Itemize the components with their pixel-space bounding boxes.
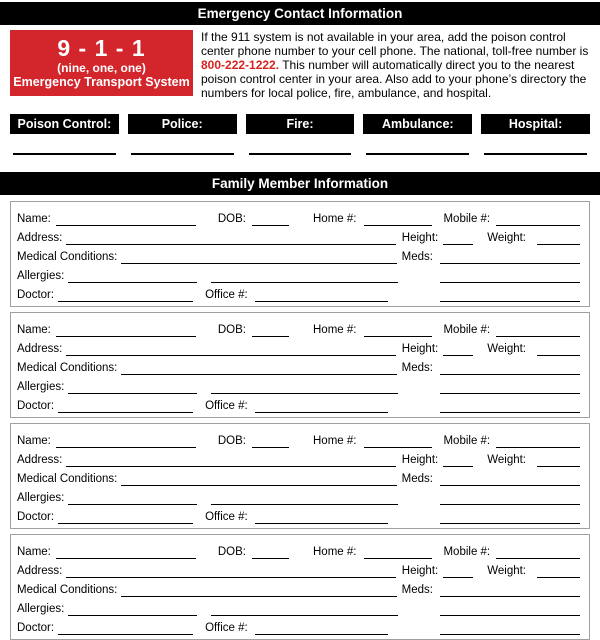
emergency-header-bar <box>0 2 600 25</box>
doctor-field-line[interactable] <box>58 410 193 413</box>
doctor-row <box>17 616 580 635</box>
medical-conditions-label: Medical Conditions: <box>17 583 118 596</box>
family-header-bar <box>0 172 600 195</box>
dob-label: DOB: <box>217 545 246 558</box>
height-field-line[interactable] <box>443 353 473 356</box>
fire-label-text: Fire: <box>286 116 314 131</box>
medical-conditions-label: Medical Conditions: <box>17 472 118 485</box>
name-row <box>17 207 580 226</box>
address-label: Address: <box>17 453 63 466</box>
ambulance-label <box>363 114 472 134</box>
paragraph-text-after: This number will automatically direct you to the nearest poison control center in your area. Also add to your phone’s directory the numbers for local police, fire, ambulance, and hospital. <box>201 57 587 100</box>
medical-conditions-label: Medical Conditions: <box>17 250 118 263</box>
family-member-card <box>10 534 590 640</box>
weight-field-line[interactable] <box>537 464 580 467</box>
meds-extra-field-line-2[interactable] <box>440 299 580 302</box>
office-phone-field-line[interactable] <box>255 632 388 635</box>
name-field-line[interactable] <box>56 223 196 226</box>
name-label: Name: <box>17 434 51 447</box>
allergies-label: Allergies: <box>17 602 65 615</box>
name-label: Name: <box>17 212 51 225</box>
family-section-title: Family Member Information <box>211 175 389 191</box>
address-row <box>17 559 580 578</box>
name-field-line[interactable] <box>56 556 196 559</box>
doctor-row <box>17 394 580 413</box>
address-field-line[interactable] <box>66 353 395 356</box>
allergies-extra-field-line[interactable] <box>211 280 398 283</box>
contact-labels-row <box>10 114 590 134</box>
allergies-label: Allergies: <box>17 380 65 393</box>
medical-conditions-label: Medical Conditions: <box>17 361 118 374</box>
meds-label: Meds: <box>401 472 433 485</box>
medical-conditions-field-line[interactable] <box>121 483 396 486</box>
address-label: Address: <box>17 231 63 244</box>
family-member-card <box>10 423 590 529</box>
police-label-text: Police: <box>161 116 203 131</box>
medical-conditions-row <box>17 467 580 486</box>
office-phone-label: Office #: <box>205 288 248 301</box>
meds-extra-field-line-2[interactable] <box>440 521 580 524</box>
height-label: Height: <box>401 564 439 577</box>
poison-control-label <box>10 114 119 134</box>
name-field-line[interactable] <box>56 445 196 448</box>
home-phone-label: Home #: <box>313 212 357 225</box>
mobile-phone-label: Mobile #: <box>443 212 491 225</box>
name-label: Name: <box>17 545 51 558</box>
dob-label: DOB: <box>217 434 246 447</box>
mobile-phone-field-line[interactable] <box>496 223 580 226</box>
weight-label: Weight: <box>487 231 526 244</box>
weight-field-line[interactable] <box>537 575 580 578</box>
home-phone-label: Home #: <box>313 323 357 336</box>
height-field-line[interactable] <box>443 575 473 578</box>
weight-field-line[interactable] <box>537 353 580 356</box>
meds-label: Meds: <box>401 583 433 596</box>
dob-label: DOB: <box>217 323 246 336</box>
height-field-line[interactable] <box>443 464 473 467</box>
allergies-extra-field-line[interactable] <box>211 502 398 505</box>
mobile-phone-field-line[interactable] <box>496 334 580 337</box>
doctor-row <box>17 283 580 302</box>
fire-label <box>246 114 355 134</box>
medical-conditions-field-line[interactable] <box>121 372 396 375</box>
doctor-label: Doctor: <box>17 510 55 523</box>
address-label: Address: <box>17 564 63 577</box>
height-label: Height: <box>401 231 439 244</box>
name-row <box>17 318 580 337</box>
doctor-field-line[interactable] <box>58 299 193 302</box>
allergies-row <box>17 597 580 616</box>
dob-field-line[interactable] <box>252 334 289 337</box>
home-phone-field-line[interactable] <box>364 334 432 337</box>
allergies-field-line[interactable] <box>68 502 197 505</box>
meds-label: Meds: <box>401 361 433 374</box>
meds-extra-field-line-1[interactable] <box>440 391 580 394</box>
office-phone-label: Office #: <box>205 621 248 634</box>
address-row <box>17 337 580 356</box>
mobile-phone-label: Mobile #: <box>443 434 491 447</box>
dob-field-line[interactable] <box>252 556 289 559</box>
name-field-line[interactable] <box>56 334 196 337</box>
medical-conditions-field-line[interactable] <box>121 261 396 264</box>
911-info-section <box>10 30 592 101</box>
medical-conditions-row <box>17 578 580 597</box>
medical-conditions-row <box>17 245 580 264</box>
911-phonetic: (nine, one, one) <box>57 61 146 75</box>
allergies-extra-field-line[interactable] <box>211 613 398 616</box>
allergies-label: Allergies: <box>17 269 65 282</box>
allergies-row <box>17 486 580 505</box>
911-red-box <box>10 30 193 96</box>
height-field-line[interactable] <box>443 242 473 245</box>
meds-field-line[interactable] <box>440 372 580 375</box>
allergies-row <box>17 264 580 283</box>
address-field-line[interactable] <box>66 575 395 578</box>
weight-label: Weight: <box>487 342 526 355</box>
address-field-line[interactable] <box>66 464 395 467</box>
911-number: 9 - 1 - 1 <box>57 35 146 61</box>
home-phone-label: Home #: <box>313 434 357 447</box>
contact-fill-lines-row <box>10 153 590 155</box>
ambulance-field-line[interactable] <box>366 153 469 155</box>
hospital-label-text: Hospital: <box>508 116 563 131</box>
meds-extra-field-line-1[interactable] <box>440 502 580 505</box>
home-phone-field-line[interactable] <box>364 445 432 448</box>
meds-label: Meds: <box>401 250 433 263</box>
hospital-label <box>481 114 590 134</box>
meds-extra-field-line-2[interactable] <box>440 410 580 413</box>
name-label: Name: <box>17 323 51 336</box>
doctor-row <box>17 505 580 524</box>
poison-control-label-text: Poison Control: <box>17 116 112 131</box>
office-phone-field-line[interactable] <box>255 410 388 413</box>
dob-label: DOB: <box>217 212 246 225</box>
meds-field-line[interactable] <box>440 261 580 264</box>
office-phone-field-line[interactable] <box>255 521 388 524</box>
meds-extra-field-line-2[interactable] <box>440 632 580 635</box>
meds-field-line[interactable] <box>440 483 580 486</box>
home-phone-field-line[interactable] <box>364 223 432 226</box>
police-field-line[interactable] <box>131 153 234 155</box>
medical-conditions-row <box>17 356 580 375</box>
emergency-contact-form-page <box>0 2 600 634</box>
doctor-label: Doctor: <box>17 621 55 634</box>
allergies-row <box>17 375 580 394</box>
address-row <box>17 226 580 245</box>
name-row <box>17 540 580 559</box>
allergies-field-line[interactable] <box>68 613 197 616</box>
meds-field-line[interactable] <box>440 594 580 597</box>
doctor-field-line[interactable] <box>58 521 193 524</box>
allergies-label: Allergies: <box>17 491 65 504</box>
address-field-line[interactable] <box>66 242 395 245</box>
doctor-label: Doctor: <box>17 399 55 412</box>
allergies-field-line[interactable] <box>68 280 197 283</box>
medical-conditions-field-line[interactable] <box>121 594 396 597</box>
name-row <box>17 429 580 448</box>
office-phone-label: Office #: <box>205 510 248 523</box>
weight-label: Weight: <box>487 453 526 466</box>
family-member-card <box>10 312 590 418</box>
address-row <box>17 448 580 467</box>
dob-field-line[interactable] <box>252 223 289 226</box>
poison-control-field-line[interactable] <box>13 153 116 155</box>
office-phone-label: Office #: <box>205 399 248 412</box>
doctor-label: Doctor: <box>17 288 55 301</box>
meds-extra-field-line-1[interactable] <box>440 613 580 616</box>
poison-control-phone-number: 800-222-1222. <box>201 57 280 72</box>
mobile-phone-label: Mobile #: <box>443 323 491 336</box>
mobile-phone-field-line[interactable] <box>496 445 580 448</box>
paragraph-text-before: If the 911 system is not available in your area, add the poison control center phone number to your cell phone. The national, toll-free number is <box>201 30 589 58</box>
page-title: Emergency Contact Information <box>197 6 403 21</box>
hospital-field-line[interactable] <box>484 153 587 155</box>
fire-field-line[interactable] <box>249 153 352 155</box>
office-phone-field-line[interactable] <box>255 299 388 302</box>
address-label: Address: <box>17 342 63 355</box>
weight-label: Weight: <box>487 564 526 577</box>
allergies-extra-field-line[interactable] <box>211 391 398 394</box>
911-subtitle: Emergency Transport System <box>13 75 190 89</box>
doctor-field-line[interactable] <box>58 632 193 635</box>
police-label <box>128 114 237 134</box>
height-label: Height: <box>401 453 439 466</box>
allergies-field-line[interactable] <box>68 391 197 394</box>
ambulance-label-text: Ambulance: <box>382 116 454 131</box>
height-label: Height: <box>401 342 439 355</box>
mobile-phone-label: Mobile #: <box>443 545 491 558</box>
meds-extra-field-line-1[interactable] <box>440 280 580 283</box>
family-sections <box>0 201 600 640</box>
home-phone-label: Home #: <box>313 545 357 558</box>
weight-field-line[interactable] <box>537 242 580 245</box>
poison-control-paragraph <box>201 30 592 101</box>
mobile-phone-field-line[interactable] <box>496 556 580 559</box>
family-member-card <box>10 201 590 307</box>
dob-field-line[interactable] <box>252 445 289 448</box>
home-phone-field-line[interactable] <box>364 556 432 559</box>
